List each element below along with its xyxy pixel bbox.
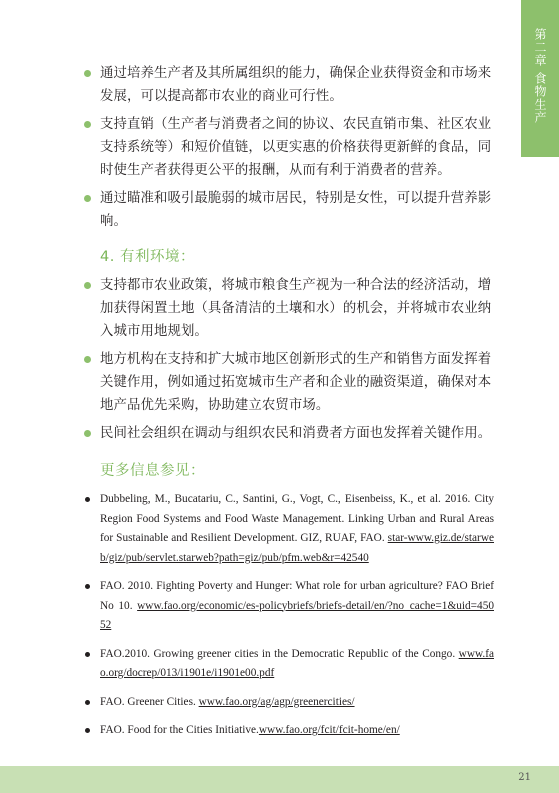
reference-link[interactable]: www.fao.org/docrep/013/i1901e/i1901e00.pdf	[100, 647, 494, 679]
page-number: 21	[518, 772, 531, 783]
bullet-item: 通过瞄准和吸引最脆弱的城市居民，特别是女性，可以提升营养影响。	[82, 187, 494, 233]
bullet-item: 支持直销（生产者与消费者之间的协议、农民直销市集、社区农业支持系统等）和短价值链，以更实惠的价格获得更新鲜的食品，同时使生产者获得更公平的报酬，从而有利于消费者的营养。	[82, 113, 494, 182]
section-heading-enabling-environment: 4. 有利环境：	[100, 249, 195, 265]
reference-link[interactable]: www.fao.org/fcit/fcit-home/en/	[258, 724, 400, 736]
reference-item	[82, 577, 494, 636]
reference-text: FAO. Food for the Cities Initiative.	[100, 724, 259, 736]
reference-link[interactable]: www.fao.org/economic/es-policybriefs/briefs-detail/en/?no_cache=1&uid=45052	[100, 599, 494, 631]
chapter-side-tab	[521, 0, 559, 157]
reference-item	[82, 490, 494, 568]
bullet-item: 民间社会组织在调动与组织农民和消费者方面也发挥着关键作用。	[82, 422, 494, 445]
footer-bar	[0, 766, 559, 793]
reference-item	[82, 693, 494, 713]
references-heading: 更多信息参见：	[100, 463, 205, 479]
bullet-item: 地方机构在支持和扩大城市地区创新形式的生产和销售方面发挥着关键作用，例如通过拓宽城市生产者和企业的融资渠道，确保对本地产品优先采购，协助建立农贸市场。	[82, 348, 494, 417]
reference-item	[82, 645, 494, 684]
bullet-item: 支持都市农业政策，将城市粮食生产视为一种合法的经济活动，增加获得闲置土地（具备清洁的土壤和水）的机会，并将城市农业纳入城市用地规划。	[82, 274, 494, 343]
chapter-side-tab-label: 第二章 食物生产	[533, 28, 547, 124]
reference-text: FAO.2010. Growing greener cities in the Democratic Republic of the Congo.	[100, 647, 459, 660]
reference-link[interactable]: www.fao.org/ag/agp/greenercities/	[198, 695, 355, 708]
reference-text: Dubbeling, M., Bucatariu, C., Santini, G., Vogt, C., Eisenbeiss, K., et al. 2016. City Region Food Systems and Food Waste Management. Linking Urban and Rural Areas for Sustainable and Resilient Development. GIZ, RUAF, FAO.	[100, 493, 494, 544]
page-content	[82, 62, 494, 750]
reference-text: FAO. 2010. Fighting Poverty and Hunger: What role for urban agriculture? FAO Brief No 10.	[100, 580, 494, 612]
reference-item	[82, 721, 494, 741]
bullet-item: 通过培养生产者及其所属组织的能力，确保企业获得资金和市场来发展，可以提高都市农业的商业可行性。	[82, 62, 494, 108]
reference-link[interactable]: star-www.giz.de/starweb/giz/pub/servlet.starweb?path=giz/pub/pfm.web&r=42540	[100, 532, 494, 564]
reference-text: FAO. Greener Cities.	[100, 695, 199, 708]
